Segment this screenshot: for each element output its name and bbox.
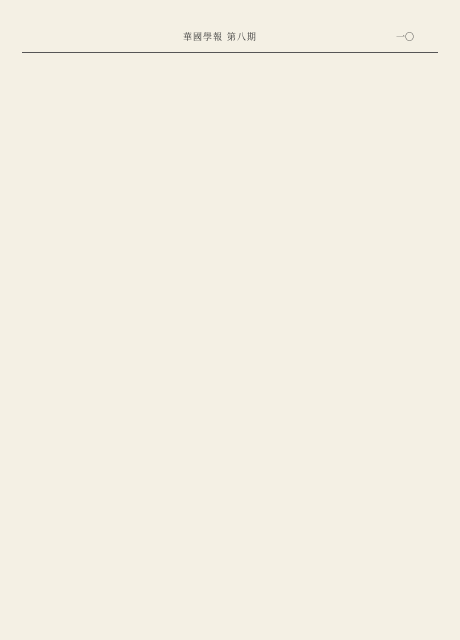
text-column xyxy=(62,64,76,624)
text-columns xyxy=(28,64,432,624)
running-head: 華國學報 第八期 xyxy=(183,33,257,43)
text-column xyxy=(130,64,144,624)
text-column xyxy=(282,64,296,624)
header-rule xyxy=(22,52,438,53)
text-column xyxy=(147,64,161,624)
text-column xyxy=(96,64,110,624)
text-column xyxy=(198,64,212,624)
text-column xyxy=(214,64,228,624)
text-column xyxy=(333,64,347,624)
text-column xyxy=(384,64,398,624)
page-number: 一〇 xyxy=(395,33,414,43)
text-column xyxy=(248,64,262,624)
text-column xyxy=(350,64,364,624)
text-column xyxy=(265,64,279,624)
text-column xyxy=(45,64,59,624)
text-column xyxy=(164,64,178,624)
text-column xyxy=(367,64,381,624)
text-column xyxy=(28,64,42,624)
text-column xyxy=(316,64,330,624)
text-column xyxy=(79,64,93,624)
text-column xyxy=(181,64,195,624)
text-column xyxy=(401,64,415,624)
text-column xyxy=(113,64,127,624)
text-column xyxy=(231,64,245,624)
text-column xyxy=(418,64,432,624)
text-column xyxy=(299,64,313,624)
